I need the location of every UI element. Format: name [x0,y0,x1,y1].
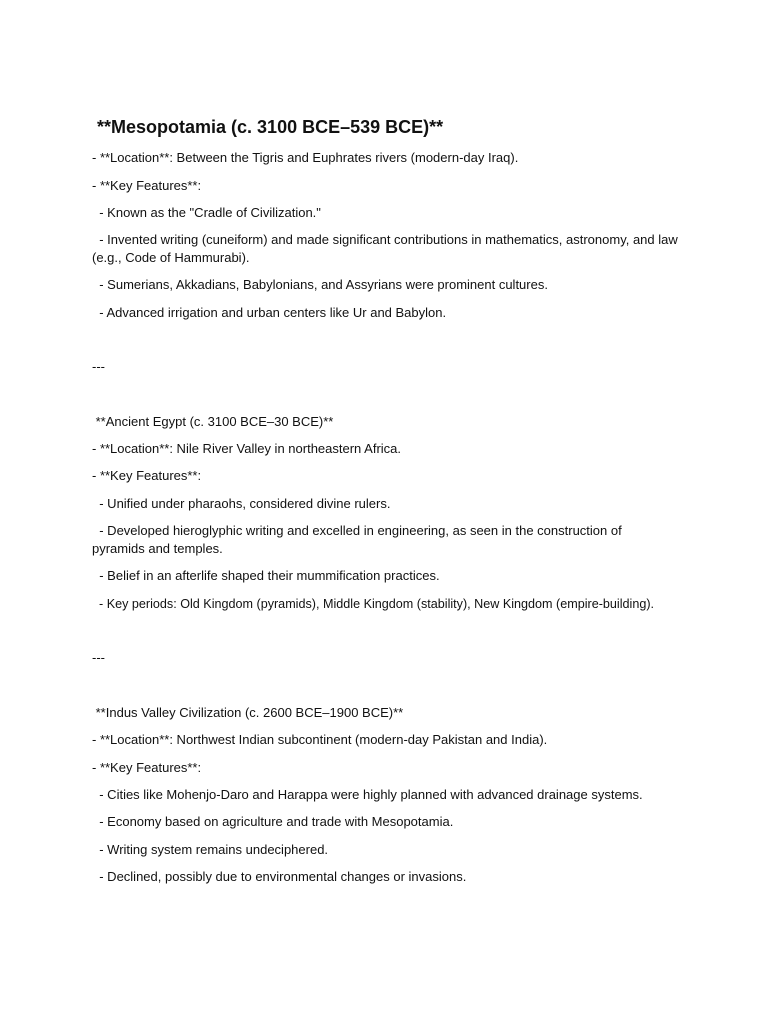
key-features-label: - **Key Features**: [92,468,202,483]
feature-item: - Writing system remains undeciphered. [92,842,329,857]
feature-item: - Unified under pharaohs, considered divine rulers. [92,496,391,511]
feature-item: - Advanced irrigation and urban centers like Ur and Babylon. [92,305,447,320]
key-features-label: - **Key Features**: [92,760,202,775]
section-title-mesopotamia: **Mesopotamia (c. 3100 BCE–539 BCE)** [92,117,444,137]
key-features-label: - **Key Features**: [92,178,202,193]
separator: --- [92,359,105,374]
separator: --- [92,650,105,665]
section-title-ancient-egypt: **Ancient Egypt (c. 3100 BCE–30 BCE)** [92,414,334,429]
feature-item: - Sumerians, Akkadians, Babylonians, and Assyrians were prominent cultures. [92,277,548,292]
feature-item: - Invented writing (cuneiform) and made significant contributions in mathematics, astronomy, and law (e.g., Code of Hammurabi). [92,232,682,265]
location-line: - **Location**: Nile River Valley in northeastern Africa. [92,441,402,456]
feature-item: - Known as the "Cradle of Civilization." [92,205,321,220]
feature-item: - Developed hieroglyphic writing and excelled in engineering, as seen in the construction of pyramids and temples. [92,523,626,556]
section-title-indus-valley: **Indus Valley Civilization (c. 2600 BCE–1900 BCE)** [92,705,404,720]
location-line: - **Location**: Between the Tigris and Euphrates rivers (modern-day Iraq). [92,150,519,165]
location-line: - **Location**: Northwest Indian subcontinent (modern-day Pakistan and India). [92,732,548,747]
feature-item: - Economy based on agriculture and trade with Mesopotamia. [92,814,454,829]
feature-item: - Belief in an afterlife shaped their mummification practices. [92,568,440,583]
feature-item: - Key periods: Old Kingdom (pyramids), Middle Kingdom (stability), New Kingdom (empire-building). [92,597,655,611]
feature-item: - Cities like Mohenjo-Daro and Harappa were highly planned with advanced drainage systems. [92,787,643,802]
feature-item: - Declined, possibly due to environmental changes or invasions. [92,869,467,884]
